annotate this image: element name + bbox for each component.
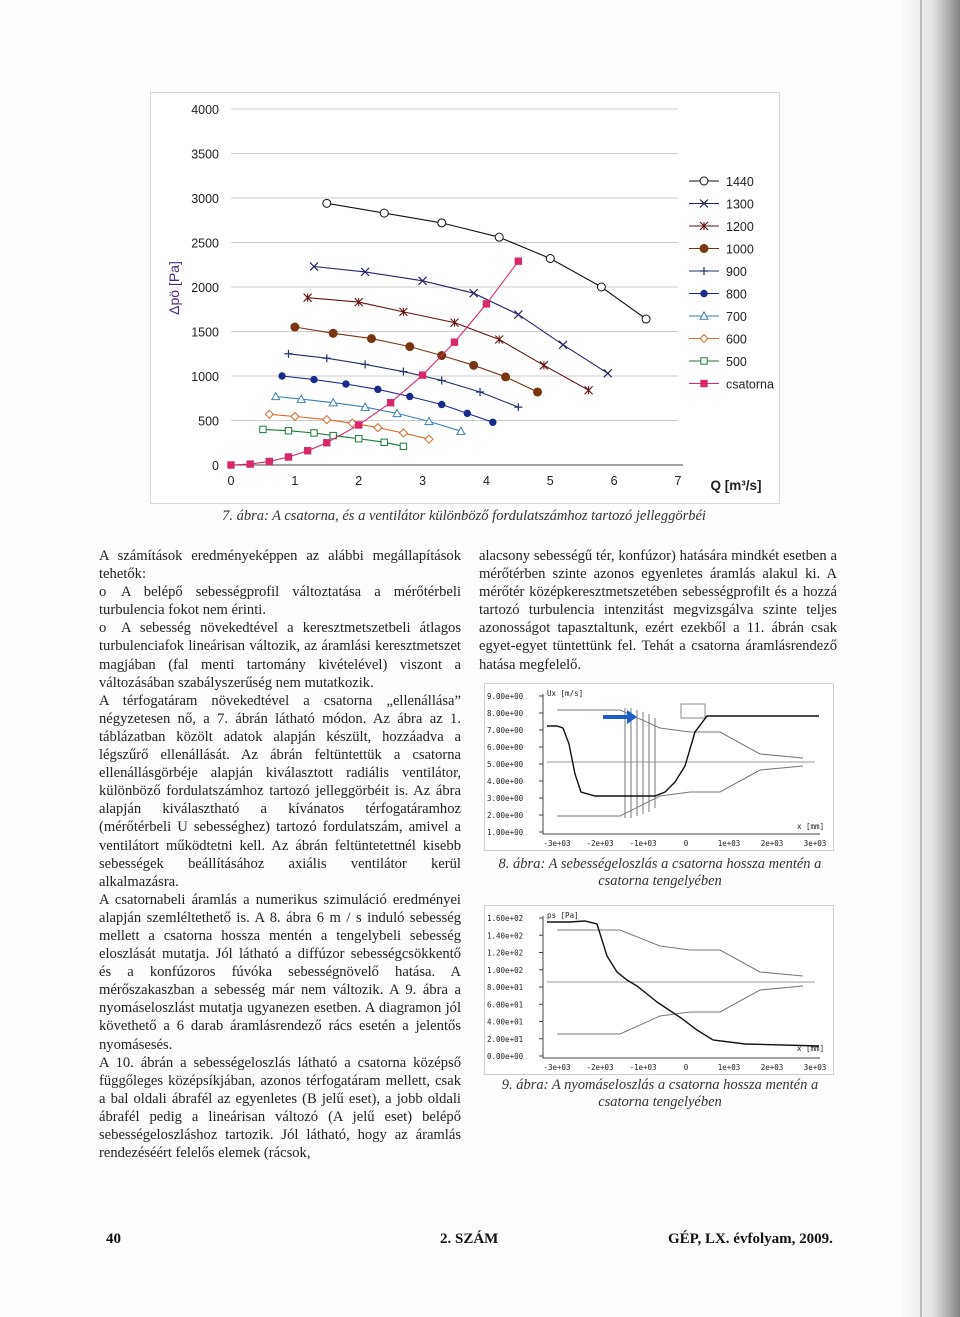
data-point xyxy=(464,410,470,416)
data-point xyxy=(515,258,521,264)
data-point xyxy=(476,388,484,396)
data-point xyxy=(514,403,522,411)
figure-7-svg xyxy=(151,93,779,503)
x-tick-label: 5 xyxy=(546,474,554,488)
x-tick-label: 3e+03 xyxy=(803,839,827,848)
x-tick-label: 2e+03 xyxy=(760,839,784,848)
bullet-item-1 xyxy=(99,583,461,619)
x-tick-label: -1e+03 xyxy=(629,839,657,848)
data-point xyxy=(323,199,331,207)
data-point xyxy=(260,426,266,432)
data-point xyxy=(701,380,707,386)
y-tick-label: 4000 xyxy=(191,103,219,117)
y-tick-label: 3500 xyxy=(191,147,219,162)
bullet-text-1: A belépő sebességprofil változtatása a mérőtérbeli turbulencia fokot nem érinti. xyxy=(99,584,461,619)
data-point xyxy=(425,435,433,443)
x-tick-label: 1e+03 xyxy=(717,839,741,848)
page-edge-shadow xyxy=(900,0,960,1317)
x-tick-label: 1 xyxy=(291,474,299,488)
legend-item xyxy=(689,310,747,324)
data-point xyxy=(495,233,503,241)
y-tick-label: 0 xyxy=(212,459,219,473)
figure-9-y-label: ps [Pa] xyxy=(547,911,579,920)
data-point xyxy=(585,386,593,394)
data-point xyxy=(407,393,413,399)
legend-item xyxy=(689,198,754,212)
legend-item xyxy=(689,288,747,302)
paragraph-simulation: A csatornabeli áramlás a numerikus szimuláció eredményei alapján szemléltethető is. A 8. ábra 6 m / s induló sebesség mellett a csatorna hossza mentén a tengelybeli sebesség eloszlását mutatja. Jól látható a diffúzor sebességcsökkentő és a konfúzoros fúvóka sebességnövelő hatása. A mérőszakaszban a sebesség már nem változik. A 9. ábra a nyomáseloszlást mutatja ugyanezen esetben. A diagramon jól követhető a 6 darab áramlásrendező rács esetén a jelentős nyomásesés. xyxy=(99,891,461,1053)
data-point xyxy=(438,376,446,384)
x-tick-label: 1e+03 xyxy=(717,1063,741,1072)
figure-8-plot xyxy=(484,683,834,851)
y-tick-label: 9.00e+00 xyxy=(487,692,524,701)
data-point xyxy=(700,177,708,185)
data-point xyxy=(502,373,510,381)
legend-label: 1440 xyxy=(726,175,754,189)
data-point xyxy=(374,424,382,432)
series-600 xyxy=(265,410,433,443)
data-point xyxy=(399,308,407,316)
series-line xyxy=(314,267,608,374)
legend-item xyxy=(689,333,747,347)
data-point xyxy=(228,462,234,468)
legend-item xyxy=(689,243,754,257)
data-point xyxy=(323,354,331,362)
data-point xyxy=(279,373,285,379)
series-500 xyxy=(260,426,407,449)
y-tick-label: 7.00e+00 xyxy=(487,726,524,735)
x-tick-label: 2 xyxy=(355,474,363,488)
data-point xyxy=(540,361,548,369)
x-tick-label: 7 xyxy=(674,474,682,488)
data-point xyxy=(367,335,375,343)
x-tick-label: 3 xyxy=(419,474,427,488)
data-point xyxy=(247,461,253,467)
legend-item xyxy=(689,355,747,369)
data-point xyxy=(490,419,496,425)
figure-9-caption: 9. ábra: A nyomáseloszlás a csatorna hossza mentén a csatorna tengelyében xyxy=(501,1077,819,1110)
legend-label: 600 xyxy=(726,332,747,347)
y-tick-label: 1.00e+00 xyxy=(487,828,524,837)
data-point xyxy=(323,416,331,424)
legend-label: csatorna xyxy=(726,377,774,392)
y-tick-label: 1.00e+02 xyxy=(487,965,524,975)
data-point xyxy=(265,410,273,418)
x-tick-label: -3e+03 xyxy=(543,1063,571,1072)
data-point xyxy=(324,440,330,446)
figure-9-x-label: x [mm] xyxy=(797,1044,825,1053)
data-point xyxy=(381,439,387,445)
paragraph-velocity-distribution: A 10. ábrán a sebességeloszlás látható a csatorna középső függőleges középsíkjában, azonos térfogatáram mellett, csak a bal oldali ábrafél az egyenletes (B jelű eset), a jobb oldali ábrafél pedig a lineárisan változó (A jelű eset) belépő sebességeloszláshoz tartozik. Jól látható, hogy az áramlás rendezéséért felelős elemek (rácsok, xyxy=(99,1054,461,1162)
y-tick-label: 6.00e+00 xyxy=(487,743,524,752)
data-point xyxy=(406,343,414,351)
legend-item xyxy=(689,378,774,392)
data-point xyxy=(701,358,707,364)
data-point xyxy=(438,219,446,227)
series-700 xyxy=(272,392,465,434)
bullet-item-2 xyxy=(99,619,461,691)
data-point xyxy=(387,400,393,406)
figure-8-svg xyxy=(485,684,833,850)
figure-8-x-label: x [mm] xyxy=(797,822,825,831)
data-point xyxy=(375,386,381,392)
legend-item xyxy=(689,220,754,234)
x-tick-label: 4 xyxy=(482,474,490,488)
series-1000 xyxy=(291,323,542,396)
legend-label: 800 xyxy=(726,287,747,302)
x-tick-label: -1e+03 xyxy=(629,1063,657,1072)
data-point xyxy=(304,448,310,454)
data-point xyxy=(266,458,272,464)
data-point xyxy=(701,290,707,296)
figure-7-caption: 7. ábra: A csatorna, és a ventilátor különböző fordulatszámhoz tartozó jelleggörbéi xyxy=(222,508,706,524)
data-point xyxy=(514,311,522,319)
legend-label: 900 xyxy=(726,265,747,279)
x-tick-label: -2e+03 xyxy=(586,1063,614,1072)
y-tick-label: 2.00e+01 xyxy=(487,1034,524,1044)
y-tick-label: 4.00e+01 xyxy=(487,1017,524,1027)
legend-label: 700 xyxy=(726,310,747,324)
bullet-text-2: A sebesség növekedtével a keresztmetszetbeli átlagos turbulenciafok lineárisan változik, az áramlási keresztmetszet magjában (fal menti tartomány kivételével) viszont a változásában szabályszerűség nem mutatkozik. xyxy=(99,620,461,691)
y-tick-label: 3000 xyxy=(191,192,219,206)
data-point xyxy=(285,428,291,434)
y-tick-label: 1000 xyxy=(191,370,219,384)
y-tick-label: 2500 xyxy=(191,236,219,251)
legend-label: 1300 xyxy=(726,197,754,212)
data-point xyxy=(272,392,280,399)
data-point xyxy=(285,454,291,460)
data-point xyxy=(700,267,708,275)
y-tick-label: 1500 xyxy=(191,325,219,340)
figure-9-geometry xyxy=(543,916,820,1058)
figure-8-geometry xyxy=(543,694,820,834)
data-point xyxy=(470,289,478,297)
y-tick-label: 1.40e+02 xyxy=(487,931,524,941)
x-tick-label: 3e+03 xyxy=(803,1063,827,1072)
legend-label: 1200 xyxy=(726,220,754,234)
legend-label: 1000 xyxy=(726,242,754,257)
y-tick-label: 2000 xyxy=(191,281,219,295)
data-point xyxy=(451,319,459,327)
y-tick-label: 5.00e+00 xyxy=(487,760,524,769)
issue-number: 2. SZÁM xyxy=(440,1231,499,1247)
y-tick-label: 4.00e+00 xyxy=(487,777,524,786)
data-point xyxy=(356,422,362,428)
data-point xyxy=(597,283,605,291)
data-point xyxy=(439,401,445,407)
data-point xyxy=(284,350,292,358)
figure-9-svg xyxy=(485,906,833,1074)
data-point xyxy=(311,430,317,436)
x-tick-label: 6 xyxy=(610,474,618,488)
paragraph-continuation: alacsony sebességű tér, konfúzor) hatására mindkét esetben a mérőtérben szinte azonos egyenletes áramlás alakul ki. A mérőtér középkeresztmetszetében sebességprofilt és a hozzá tartozó turbulencia intenzitást megvizsgálva szinte teljes azonosságot tapasztaltunk, ezért ezekből a 11. ábrán csak egyet-egyet tüntettünk fel. Tehát a csatorna áramlásrendező hatása megfelelő. xyxy=(479,548,837,673)
data-point xyxy=(343,381,349,387)
journal-info: GÉP, LX. évfolyam, 2009. xyxy=(668,1231,833,1247)
figure-9-plot xyxy=(484,905,834,1075)
data-point xyxy=(329,329,337,337)
y-tick-label: 6.00e+01 xyxy=(487,1000,524,1010)
bullet-marker: o xyxy=(99,584,107,601)
data-point xyxy=(419,372,425,378)
y-tick-label: 2.00e+00 xyxy=(487,811,524,820)
page-number: 40 xyxy=(106,1231,121,1247)
data-point xyxy=(399,368,407,376)
data-point xyxy=(700,335,708,343)
data-point xyxy=(361,360,369,368)
data-point xyxy=(470,361,478,369)
y-axis-label: Δpö [Pa] xyxy=(166,261,182,315)
y-tick-label: 0.00e+00 xyxy=(487,1052,524,1061)
figure-8-flow-arrow xyxy=(603,710,637,724)
figure-8-y-label: Ux [m/s] xyxy=(547,689,584,698)
data-point xyxy=(642,315,650,323)
data-point xyxy=(483,301,489,307)
left-text-column xyxy=(99,547,461,1162)
figure-9-pressure-curve xyxy=(547,921,819,1046)
right-text-column xyxy=(479,547,837,674)
data-point xyxy=(451,339,457,345)
x-tick-label: 0 xyxy=(683,1063,689,1072)
data-point xyxy=(400,443,406,449)
y-tick-label: 8.00e+01 xyxy=(487,983,524,992)
y-tick-label: 1.20e+02 xyxy=(487,948,524,958)
x-tick-label: -3e+03 xyxy=(543,839,571,848)
x-tick-label: 0 xyxy=(683,839,689,848)
x-tick-label: 2e+03 xyxy=(760,1063,784,1072)
data-point xyxy=(399,429,407,437)
bullet-marker: o xyxy=(99,620,107,637)
legend-item xyxy=(689,265,747,279)
legend-label: 500 xyxy=(726,355,747,369)
data-point xyxy=(534,388,542,396)
x-tick-label: -2e+03 xyxy=(586,839,614,848)
x-tick-label: 0 xyxy=(227,474,235,488)
y-tick-label: 3.00e+00 xyxy=(487,794,524,803)
data-point xyxy=(291,323,299,331)
y-tick-label: 500 xyxy=(198,414,219,429)
data-point xyxy=(559,341,567,349)
series-1200 xyxy=(304,294,593,395)
data-point xyxy=(495,336,503,344)
figure-8-caption: 8. ábra: A sebességeloszlás a csatorna hossza mentén a csatorna tengelyében xyxy=(498,856,822,889)
data-point xyxy=(546,255,554,263)
data-point xyxy=(291,412,299,420)
data-point xyxy=(700,245,708,253)
data-point xyxy=(380,209,388,217)
paragraph-resistance: A térfogatáram növekedtével a csatorna „ellenállása” négyzetesen nő, a 7. ábrán látható módon. Az ábra az 1. táblázatban közölt adatok alapján készült, hozzáadva a légszűrő ellenállását. Az ábrán feltüntettük a csatorna ellenállásgörbéje alapján kiválasztott radiális ventilátor, különböző fordulatszámhoz tartozó jelleggörbéit is. Az ábra alapján kiválasztható a kívánatos térfogatáramhoz (mérőtérbeli U sebességhez) tartozó fordulatszám, amivel a ventilátort működtetni kell. Az ábrán feltüntetettnél kisebb sebességek beállításához axiális ventilátor kerül alkalmazásra. xyxy=(99,692,461,890)
y-tick-label: 8.00e+00 xyxy=(487,709,524,718)
data-point xyxy=(311,376,317,382)
figure-7-chart xyxy=(150,92,780,504)
y-tick-label: 1.60e+02 xyxy=(487,914,524,923)
paragraph-intro: A számítások eredményeképpen az alábbi megállapítások tehetők: xyxy=(99,548,461,583)
series-1300 xyxy=(310,263,612,378)
x-axis-label: Q [m³/s] xyxy=(710,478,762,493)
data-point xyxy=(356,436,362,442)
legend-item xyxy=(689,175,754,189)
